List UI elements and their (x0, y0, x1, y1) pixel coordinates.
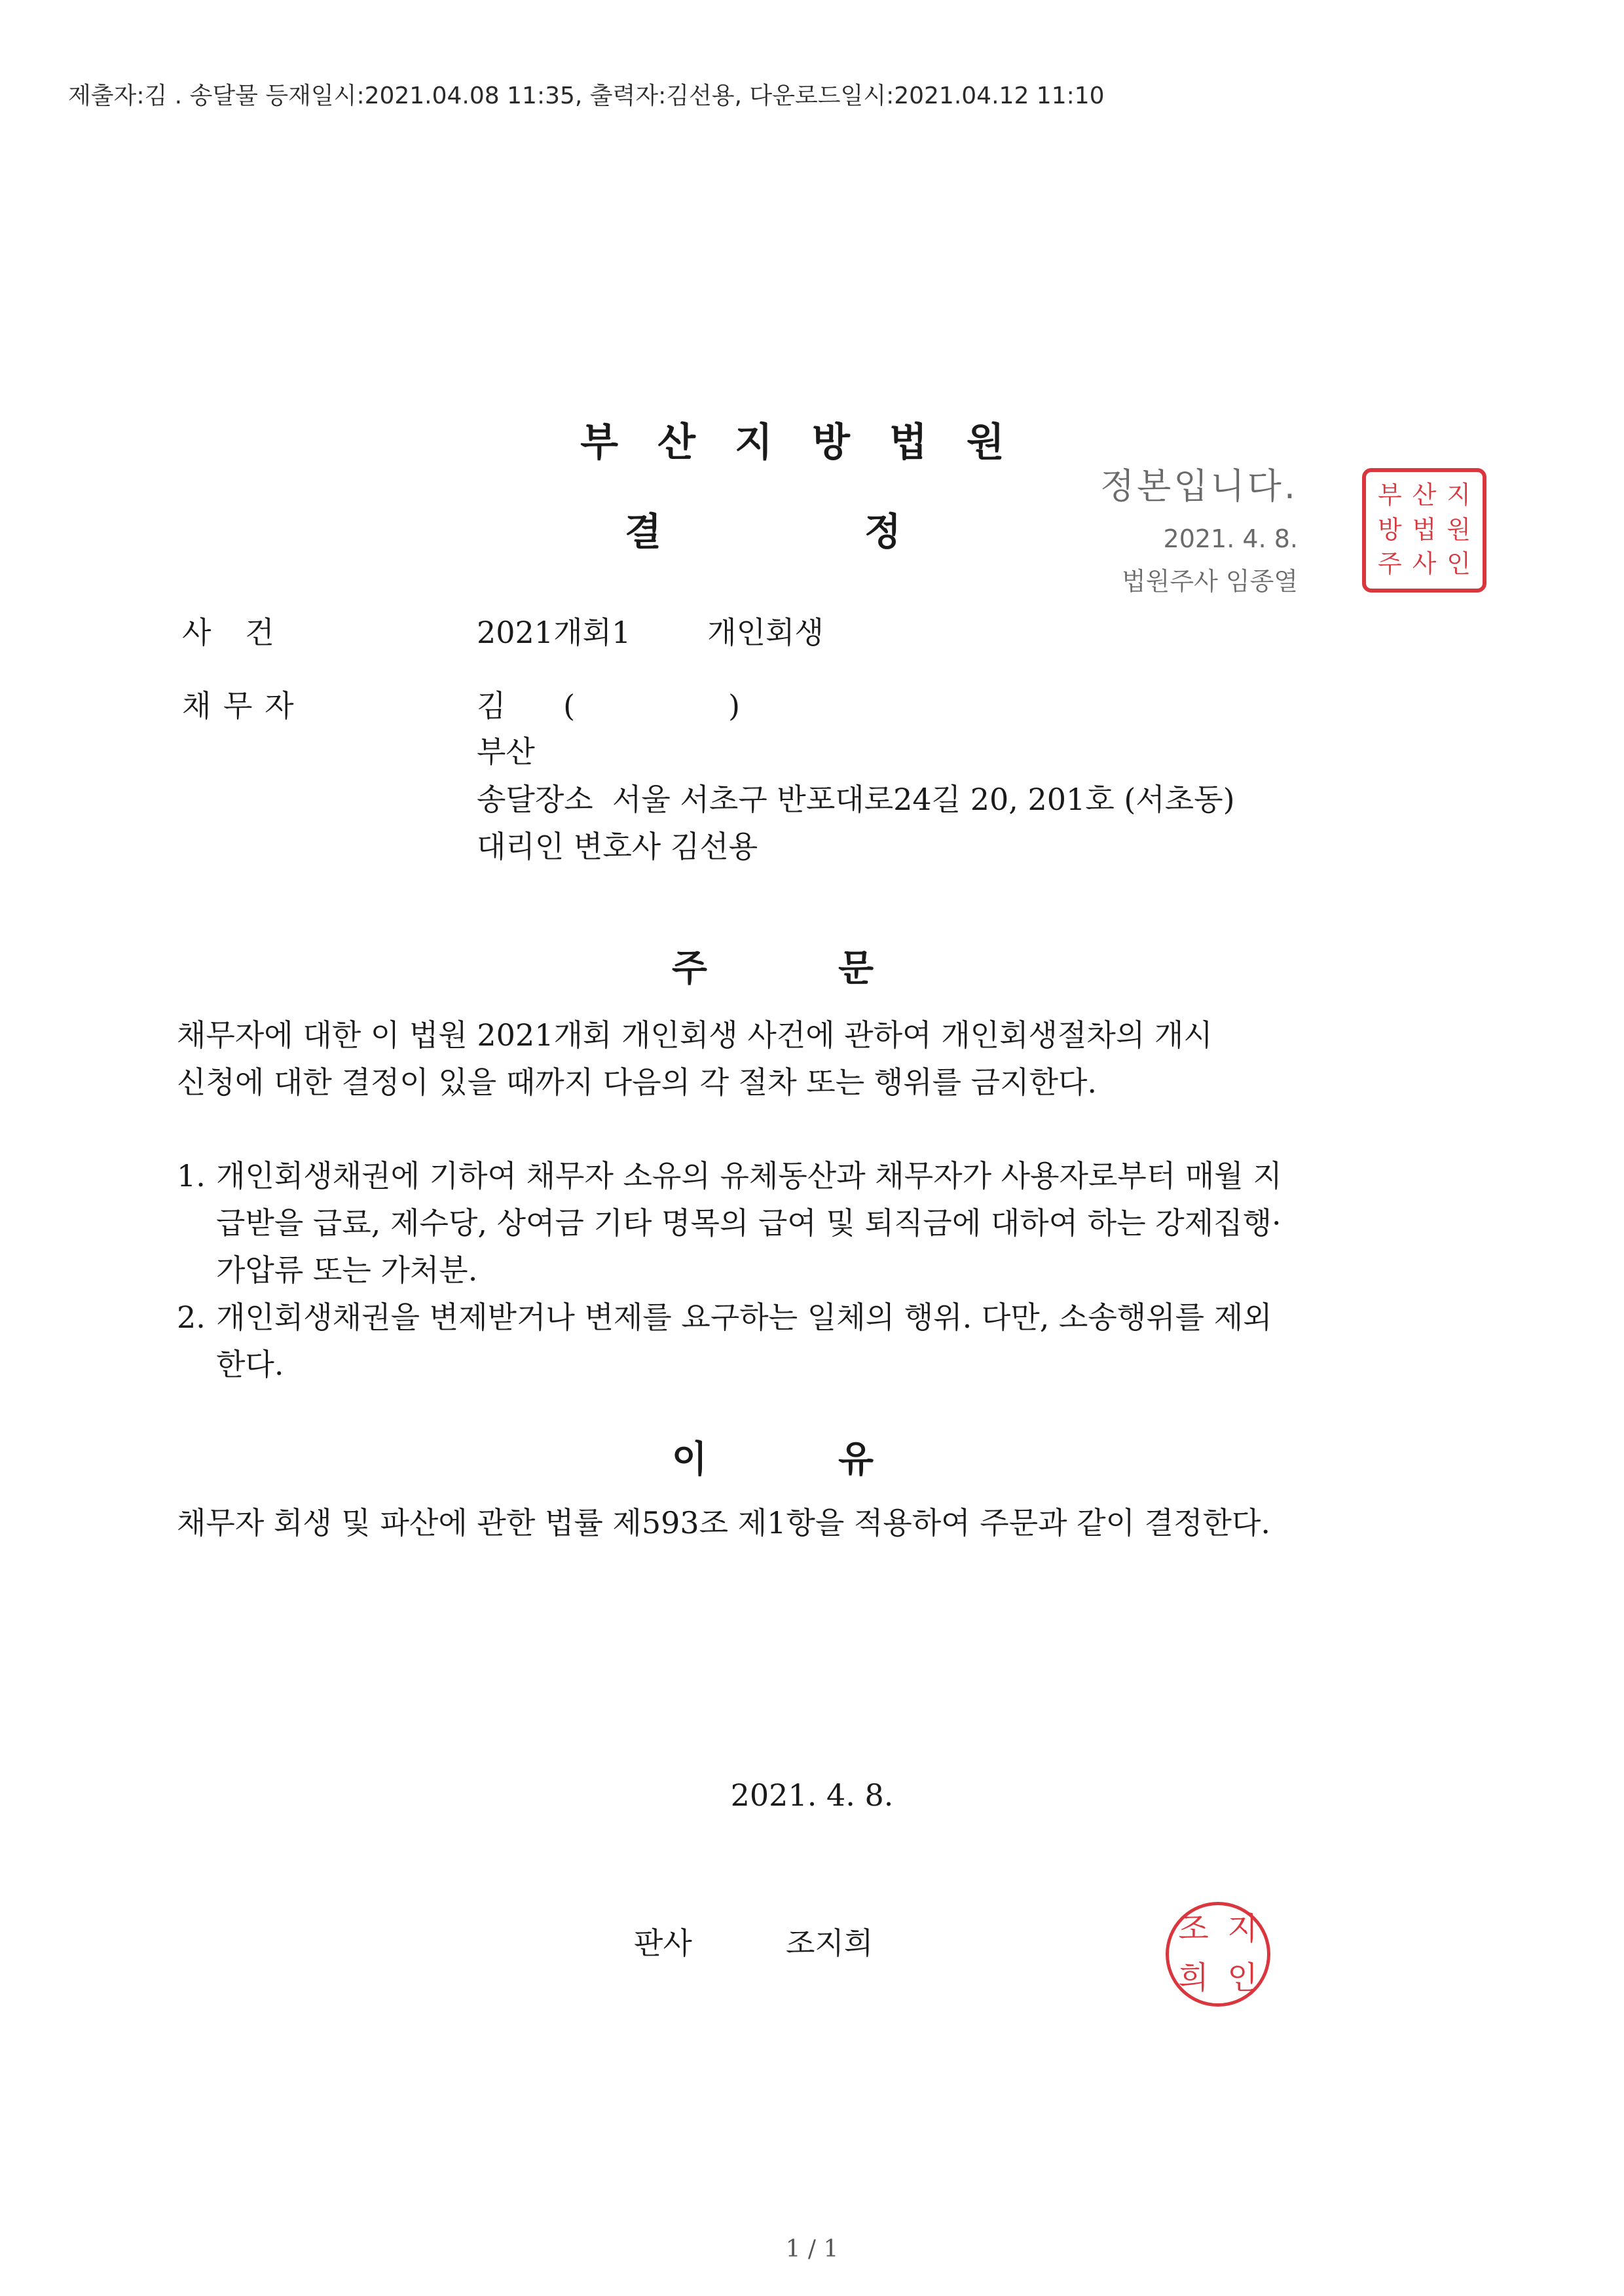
seal-char: 원 (1447, 515, 1471, 544)
seal-char: 인 (1227, 1959, 1258, 1996)
seal-char: 주 (1377, 549, 1402, 579)
certified-copy-clerk: 법원주사 임종열 (1121, 567, 1298, 596)
certified-copy-stamp (1100, 458, 1298, 597)
seal-char: 지 (1447, 481, 1471, 509)
seal-char: 방 (1377, 515, 1402, 544)
court-name: 부산지방법원 (580, 420, 1044, 465)
list-item-number: 1. (177, 1158, 206, 1194)
reason-text: 채무자 회생 및 파산에 관한 법률 제593조 제1항을 적용하여 주문과 같이 결정한다. (177, 1505, 1271, 1540)
seal-char: 조 (1178, 1910, 1209, 1947)
list-item (177, 1152, 1401, 1294)
order-heading: 주문 (671, 947, 1005, 990)
document-type: 결정 (624, 509, 1105, 554)
service-place: 송달장소 서울 서초구 반포대로24길 20, 201호 (서초동) (477, 782, 1235, 817)
debtor-address: 부산 (477, 734, 535, 769)
debtor-label: 채 무 자 (182, 688, 295, 723)
seal-char: 사 (1412, 549, 1437, 579)
agent: 대리인 변호사 김선용 (477, 829, 758, 864)
seal-char: 인 (1447, 549, 1471, 579)
reason-heading: 이유 (671, 1438, 1005, 1481)
certified-copy-date: 2021. 4. 8. (1163, 524, 1298, 553)
list-item-number: 2. (177, 1300, 206, 1335)
seal-char: 산 (1412, 481, 1437, 509)
seal-char: 희 (1178, 1959, 1209, 1996)
case-value: 2021개회1 개인회생 (477, 615, 824, 650)
order-items (177, 1152, 1401, 1388)
list-item-text: 개인회생채권에 기하여 채무자 소유의 유체동산과 채무자가 사용자로부터 매월 지 급받을 급료, 제수당, 상여금 기타 명목의 급여 및 퇴직금에 대하여 하는 강제집행· 가압류 또는 가처분. (216, 1158, 1282, 1288)
court-seal (1362, 468, 1486, 592)
list-item-text: 개인회생채권을 변제받거나 변제를 요구하는 일체의 행위. 다만, 소송행위를 제외 한다. (216, 1300, 1272, 1382)
list-item (177, 1294, 1401, 1388)
seal-char: 부 (1377, 481, 1402, 509)
order-intro: 채무자에 대한 이 법원 2021개회 개인회생 사건에 관하여 개인회생절차의 개시 신청에 대한 결정이 있을 때까지 다음의 각 절차 또는 행위를 금지한다. (177, 1017, 1213, 1100)
submission-info: 제출자:김 . 송달물 등재일시:2021.04.08 11:35, 출력자:김선용, 다운로드일시:2021.04.12 11:10 (68, 82, 1105, 109)
debtor-name: 김 ( ) (477, 688, 741, 723)
signature-date: 2021. 4. 8. (730, 1777, 894, 1813)
seal-char: 법 (1412, 515, 1437, 544)
case-label: 사 건 (182, 615, 276, 650)
seal-char: 지 (1227, 1910, 1258, 1947)
page-number: 1 / 1 (785, 2236, 839, 2263)
judge-name: 조지희 (786, 1925, 874, 1961)
judge-seal (1166, 1902, 1270, 2007)
certified-copy-title: 정본입니다. (1100, 465, 1298, 507)
judge-title: 판사 (634, 1925, 692, 1961)
